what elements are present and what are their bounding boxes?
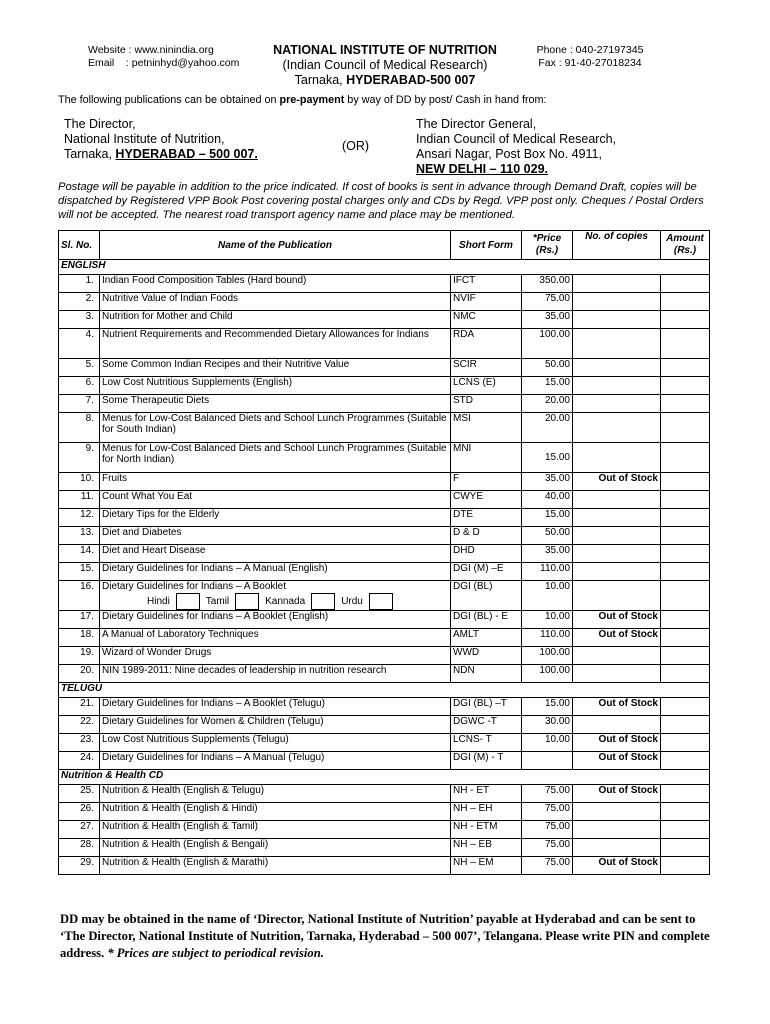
row-publication-name bbox=[100, 473, 451, 491]
table-row bbox=[59, 698, 710, 716]
row-short-form: DHD bbox=[451, 545, 522, 563]
org-location bbox=[250, 73, 520, 88]
table-row bbox=[59, 275, 710, 293]
row-price: 35.00 bbox=[522, 311, 573, 329]
table-row bbox=[59, 527, 710, 545]
row-publication-name bbox=[100, 629, 451, 647]
publication-name-text: Dietary Guidelines for Indians – A Manual (Telugu) bbox=[102, 752, 325, 763]
publication-name-text: Nutrition for Mother and Child bbox=[102, 311, 233, 322]
row-amount[interactable] bbox=[661, 839, 710, 857]
row-price: 10.00 bbox=[522, 611, 573, 629]
table-body bbox=[59, 260, 710, 875]
publication-name-text: Dietary Guidelines for Indians – A Manual (English) bbox=[102, 563, 328, 574]
phone-text: Phone : 040-27197345 bbox=[536, 44, 644, 56]
row-short-form: DGI (M) - T bbox=[451, 752, 522, 770]
row-sl: 11. bbox=[59, 491, 100, 509]
row-publication-name bbox=[100, 857, 451, 875]
row-amount[interactable] bbox=[661, 293, 710, 311]
publication-name-text: Diet and Diabetes bbox=[102, 527, 182, 538]
row-copies[interactable] bbox=[573, 647, 661, 665]
row-short-form: NH - ETM bbox=[451, 821, 522, 839]
row-copies[interactable] bbox=[573, 509, 661, 527]
row-sl: 19. bbox=[59, 647, 100, 665]
table-row bbox=[59, 359, 710, 377]
row-copies[interactable] bbox=[573, 329, 661, 359]
row-amount[interactable] bbox=[661, 527, 710, 545]
table-row bbox=[59, 491, 710, 509]
col-header-copies: No. of copies bbox=[573, 231, 661, 260]
table-row bbox=[59, 857, 710, 875]
language-checkbox[interactable] bbox=[311, 593, 335, 610]
row-publication-name bbox=[100, 329, 451, 359]
table-row bbox=[59, 611, 710, 629]
language-checkbox[interactable] bbox=[235, 593, 259, 610]
row-copies[interactable] bbox=[573, 443, 661, 473]
row-copies[interactable]: Out of Stock bbox=[573, 857, 661, 875]
row-short-form: AMLT bbox=[451, 629, 522, 647]
row-publication-name bbox=[100, 647, 451, 665]
publication-name-text: Menus for Low-Cost Balanced Diets and School Lunch Programmes (Suitable for North Indian) bbox=[102, 443, 447, 465]
row-amount[interactable] bbox=[661, 509, 710, 527]
website-text: Website : www.ninindia.org bbox=[88, 44, 214, 56]
row-publication-name bbox=[100, 377, 451, 395]
publication-name-text: Some Therapeutic Diets bbox=[102, 395, 210, 406]
row-short-form: NVIF bbox=[451, 293, 522, 311]
row-amount[interactable] bbox=[661, 359, 710, 377]
row-publication-name bbox=[100, 734, 451, 752]
row-publication-name bbox=[100, 716, 451, 734]
row-amount[interactable] bbox=[661, 647, 710, 665]
section-header-row bbox=[59, 260, 710, 275]
language-label: Tamil bbox=[205, 596, 230, 607]
table-row bbox=[59, 395, 710, 413]
row-sl: 9. bbox=[59, 443, 100, 473]
row-short-form: DGI (BL) - E bbox=[451, 611, 522, 629]
row-amount[interactable] bbox=[661, 629, 710, 647]
publication-name-text: Nutritive Value of Indian Foods bbox=[102, 293, 239, 304]
row-price: 40.00 bbox=[522, 491, 573, 509]
postage-note: Postage will be payable in addition to the price indicated. If cost of books is sent in advance through Demand Draft, copies will be dispatched by Registered VPP Book Post covering postal charges only and CDs by Regd. VPP post only. Cheques / Postal Orders will not be accepted. The nearest road transport agency name and place may be mentioned. bbox=[58, 181, 704, 221]
col-header-name: Name of the Publication bbox=[100, 231, 451, 260]
row-amount[interactable] bbox=[661, 665, 710, 683]
row-publication-name bbox=[100, 563, 451, 581]
row-sl: 28. bbox=[59, 839, 100, 857]
row-amount[interactable] bbox=[661, 275, 710, 293]
row-short-form: WWD bbox=[451, 647, 522, 665]
row-short-form: NH – EM bbox=[451, 857, 522, 875]
table-row bbox=[59, 803, 710, 821]
row-short-form: F bbox=[451, 473, 522, 491]
row-price: 75.00 bbox=[522, 857, 573, 875]
row-price: 75.00 bbox=[522, 821, 573, 839]
row-amount[interactable] bbox=[661, 545, 710, 563]
table-row bbox=[59, 734, 710, 752]
row-publication-name bbox=[100, 611, 451, 629]
row-price: 350.00 bbox=[522, 275, 573, 293]
row-sl: 18. bbox=[59, 629, 100, 647]
row-price: 75.00 bbox=[522, 785, 573, 803]
row-price: 10.00 bbox=[522, 581, 573, 611]
row-price: 100.00 bbox=[522, 329, 573, 359]
table-row bbox=[59, 581, 710, 611]
section-title: TELUGU bbox=[59, 683, 710, 698]
address-left-line2: National Institute of Nutrition, bbox=[64, 132, 225, 146]
publication-name-text: Dietary Guidelines for Indians – A Booklet bbox=[102, 581, 286, 592]
section-title: ENGLISH bbox=[59, 260, 710, 275]
address-right-line2: Indian Council of Medical Research, bbox=[416, 132, 617, 146]
table-row bbox=[59, 716, 710, 734]
row-short-form: DGI (BL) –T bbox=[451, 698, 522, 716]
footer-main: DD may be obtained in the name of ‘Director, National Institute of Nutrition’ payable at Hyderabad and can be sent to ‘The Director, National Institute of Nutrition, Tarnaka, Hyderabad – 500 007’, Telangana. Please write PIN and complete address. bbox=[60, 912, 710, 960]
row-copies[interactable]: Out of Stock bbox=[573, 611, 661, 629]
publication-name-text: Dietary Tips for the Elderly bbox=[102, 509, 220, 520]
row-amount[interactable] bbox=[661, 473, 710, 491]
row-price: 50.00 bbox=[522, 527, 573, 545]
row-copies[interactable]: Out of Stock bbox=[573, 473, 661, 491]
row-sl: 7. bbox=[59, 395, 100, 413]
publication-name-text: Dietary Guidelines for Indians – A Booklet (English) bbox=[102, 611, 329, 622]
row-short-form: MSI bbox=[451, 413, 522, 443]
address-left-city: HYDERABAD – 500 007. bbox=[115, 147, 258, 161]
row-price bbox=[522, 752, 573, 770]
table-row bbox=[59, 311, 710, 329]
address-left-prefix: Tarnaka, bbox=[64, 147, 116, 161]
row-price: 35.00 bbox=[522, 473, 573, 491]
row-amount[interactable] bbox=[661, 413, 710, 443]
row-publication-name bbox=[100, 785, 451, 803]
row-publication-name bbox=[100, 839, 451, 857]
row-publication-name bbox=[100, 491, 451, 509]
row-copies[interactable] bbox=[573, 395, 661, 413]
language-checkbox[interactable] bbox=[176, 593, 200, 610]
row-copies[interactable] bbox=[573, 545, 661, 563]
language-label: Urdu bbox=[341, 596, 363, 607]
table-row bbox=[59, 647, 710, 665]
address-right-line3: Ansari Nagar, Post Box No. 4911, bbox=[416, 147, 602, 161]
publication-name-text: Wizard of Wonder Drugs bbox=[102, 647, 212, 658]
row-price: 20.00 bbox=[522, 413, 573, 443]
row-sl: 15. bbox=[59, 563, 100, 581]
publication-name-text: Nutrition & Health (English & Marathi) bbox=[102, 857, 269, 868]
intro-text bbox=[58, 94, 547, 106]
publication-name-text: Some Common Indian Recipes and their Nutritive Value bbox=[102, 359, 350, 370]
publication-name-text: Count What You Eat bbox=[102, 491, 193, 502]
table-row bbox=[59, 629, 710, 647]
table-row bbox=[59, 752, 710, 770]
row-sl: 8. bbox=[59, 413, 100, 443]
row-amount[interactable] bbox=[661, 395, 710, 413]
row-price: 75.00 bbox=[522, 293, 573, 311]
row-price: 10.00 bbox=[522, 734, 573, 752]
language-label: Hindi bbox=[147, 596, 170, 607]
amount-header-1: Amount bbox=[666, 233, 704, 244]
org-location-prefix: Tarnaka, bbox=[294, 73, 347, 87]
row-price: 100.00 bbox=[522, 647, 573, 665]
address-right-line4: NEW DELHI – 110 029. bbox=[416, 162, 549, 176]
table-row bbox=[59, 509, 710, 527]
address-left-line3 bbox=[64, 147, 258, 162]
publication-name-text: Fruits bbox=[102, 473, 127, 484]
row-publication-name bbox=[100, 698, 451, 716]
row-publication-name bbox=[100, 581, 451, 611]
price-header-2: (Rs.) bbox=[535, 245, 559, 256]
row-amount[interactable] bbox=[661, 563, 710, 581]
row-short-form: DGWC -T bbox=[451, 716, 522, 734]
row-sl: 5. bbox=[59, 359, 100, 377]
table-row bbox=[59, 821, 710, 839]
row-copies[interactable] bbox=[573, 275, 661, 293]
fax-text: Fax : 91-40-27018234 bbox=[538, 57, 642, 69]
row-amount[interactable] bbox=[661, 821, 710, 839]
intro-bold: pre-payment bbox=[279, 94, 345, 106]
table-row bbox=[59, 413, 710, 443]
row-sl: 6. bbox=[59, 377, 100, 395]
col-header-short: Short Form bbox=[451, 231, 522, 260]
email-text: Email : petninhyd@yahoo.com bbox=[88, 57, 240, 69]
row-amount[interactable] bbox=[661, 443, 710, 473]
row-sl: 13. bbox=[59, 527, 100, 545]
table-row bbox=[59, 473, 710, 491]
publication-name-text: NIN 1989-2011: Nine decades of leadership in nutrition research bbox=[102, 665, 387, 676]
row-amount[interactable] bbox=[661, 491, 710, 509]
row-copies[interactable] bbox=[573, 377, 661, 395]
row-sl: 16. bbox=[59, 581, 100, 611]
row-amount[interactable] bbox=[661, 716, 710, 734]
row-price: 30.00 bbox=[522, 716, 573, 734]
org-location-city: HYDERABAD-500 007 bbox=[346, 73, 476, 87]
publication-name-text: A Manual of Laboratory Techniques bbox=[102, 629, 259, 640]
publication-name-text: Diet and Heart Disease bbox=[102, 545, 206, 556]
publication-name-text: Low Cost Nutritious Supplements (Telugu) bbox=[102, 734, 289, 745]
row-short-form: STD bbox=[451, 395, 522, 413]
row-sl: 14. bbox=[59, 545, 100, 563]
footer-price-note: * Prices are subject to periodical revision. bbox=[107, 946, 324, 960]
row-short-form: LCNS (E) bbox=[451, 377, 522, 395]
publication-name-text: Menus for Low-Cost Balanced Diets and School Lunch Programmes (Suitable for South Indian) bbox=[102, 413, 447, 435]
row-sl: 1. bbox=[59, 275, 100, 293]
row-short-form: D & D bbox=[451, 527, 522, 545]
row-short-form: NH – EH bbox=[451, 803, 522, 821]
row-sl: 23. bbox=[59, 734, 100, 752]
row-sl: 17. bbox=[59, 611, 100, 629]
row-copies[interactable]: Out of Stock bbox=[573, 734, 661, 752]
row-amount[interactable] bbox=[661, 311, 710, 329]
row-copies[interactable]: Out of Stock bbox=[573, 629, 661, 647]
org-block bbox=[250, 43, 520, 88]
row-amount[interactable] bbox=[661, 329, 710, 359]
row-price: 20.00 bbox=[522, 395, 573, 413]
publication-name-text: Nutrient Requirements and Recommended Dietary Allowances for Indians bbox=[102, 329, 429, 340]
intro-pre: The following publications can be obtained on bbox=[58, 94, 280, 106]
row-amount[interactable] bbox=[661, 734, 710, 752]
row-short-form: NMC bbox=[451, 311, 522, 329]
row-sl: 4. bbox=[59, 329, 100, 359]
price-header-1: *Price bbox=[532, 233, 562, 244]
row-short-form: DTE bbox=[451, 509, 522, 527]
row-amount[interactable] bbox=[661, 611, 710, 629]
row-price: 15.00 bbox=[522, 509, 573, 527]
publication-name-text: Nutrition & Health (English & Tamil) bbox=[102, 821, 258, 832]
row-price: 100.00 bbox=[522, 665, 573, 683]
table-row bbox=[59, 293, 710, 311]
row-price: 75.00 bbox=[522, 839, 573, 857]
row-copies[interactable] bbox=[573, 293, 661, 311]
row-sl: 24. bbox=[59, 752, 100, 770]
row-publication-name bbox=[100, 665, 451, 683]
section-title: Nutrition & Health CD bbox=[59, 770, 710, 785]
contact-left bbox=[88, 44, 239, 70]
row-copies[interactable] bbox=[573, 716, 661, 734]
section-header-row bbox=[59, 770, 710, 785]
row-sl: 10. bbox=[59, 473, 100, 491]
row-copies[interactable] bbox=[573, 803, 661, 821]
publication-name-text: Low Cost Nutritious Supplements (English) bbox=[102, 377, 293, 388]
row-sl: 29. bbox=[59, 857, 100, 875]
row-copies[interactable]: Out of Stock bbox=[573, 752, 661, 770]
contact-right bbox=[520, 44, 660, 70]
row-publication-name bbox=[100, 545, 451, 563]
table-row bbox=[59, 785, 710, 803]
row-publication-name bbox=[100, 752, 451, 770]
intro-post: by way of DD by post/ Cash in hand from: bbox=[344, 94, 547, 106]
row-copies[interactable] bbox=[573, 359, 661, 377]
amount-header-2: (Rs.) bbox=[673, 245, 697, 256]
row-sl: 25. bbox=[59, 785, 100, 803]
row-short-form: NH - ET bbox=[451, 785, 522, 803]
table-header-row bbox=[59, 231, 710, 260]
row-publication-name bbox=[100, 275, 451, 293]
row-amount[interactable] bbox=[661, 803, 710, 821]
row-sl: 26. bbox=[59, 803, 100, 821]
row-publication-name bbox=[100, 821, 451, 839]
row-amount[interactable] bbox=[661, 581, 710, 611]
language-checkbox[interactable] bbox=[369, 593, 393, 610]
table-row bbox=[59, 443, 710, 473]
table-row bbox=[59, 377, 710, 395]
address-left-line1: The Director, bbox=[64, 117, 136, 131]
table-row bbox=[59, 839, 710, 857]
publication-name-text: Dietary Guidelines for Indians – A Booklet (Telugu) bbox=[102, 698, 325, 709]
row-price: 35.00 bbox=[522, 545, 573, 563]
row-copies[interactable] bbox=[573, 491, 661, 509]
row-price: 110.00 bbox=[522, 629, 573, 647]
row-short-form: LCNS- T bbox=[451, 734, 522, 752]
row-sl: 27. bbox=[59, 821, 100, 839]
language-label: Kannada bbox=[265, 596, 306, 607]
row-publication-name bbox=[100, 803, 451, 821]
table-row bbox=[59, 329, 710, 359]
address-left bbox=[64, 117, 258, 162]
row-short-form: DGI (BL) bbox=[451, 581, 522, 611]
row-sl: 2. bbox=[59, 293, 100, 311]
row-sl: 3. bbox=[59, 311, 100, 329]
row-copies[interactable] bbox=[573, 563, 661, 581]
org-name: NATIONAL INSTITUTE OF NUTRITION bbox=[273, 43, 497, 57]
row-short-form: RDA bbox=[451, 329, 522, 359]
row-sl: 20. bbox=[59, 665, 100, 683]
publication-name-text: Nutrition & Health (English & Bengali) bbox=[102, 839, 269, 850]
row-amount[interactable] bbox=[661, 857, 710, 875]
publication-name-text: Dietary Guidelines for Women & Children (Telugu) bbox=[102, 716, 324, 727]
row-copies[interactable] bbox=[573, 527, 661, 545]
table-row bbox=[59, 563, 710, 581]
section-header-row bbox=[59, 683, 710, 698]
row-copies[interactable] bbox=[573, 581, 661, 611]
row-short-form: MNI bbox=[451, 443, 522, 473]
col-header-price bbox=[522, 231, 573, 260]
row-amount[interactable] bbox=[661, 785, 710, 803]
row-publication-name bbox=[100, 509, 451, 527]
row-publication-name bbox=[100, 527, 451, 545]
address-right bbox=[416, 117, 616, 177]
row-sl: 22. bbox=[59, 716, 100, 734]
row-price: 75.00 bbox=[522, 803, 573, 821]
publication-name-text: Indian Food Composition Tables (Hard bound) bbox=[102, 275, 307, 286]
row-sl: 21. bbox=[59, 698, 100, 716]
col-header-amount bbox=[661, 231, 710, 260]
publications-table bbox=[58, 230, 710, 875]
publication-name-text: Nutrition & Health (English & Telugu) bbox=[102, 785, 265, 796]
row-copies[interactable] bbox=[573, 839, 661, 857]
row-copies[interactable] bbox=[573, 413, 661, 443]
row-publication-name bbox=[100, 395, 451, 413]
col-header-sl: Sl. No. bbox=[59, 231, 100, 260]
row-publication-name bbox=[100, 311, 451, 329]
address-right-line1: The Director General, bbox=[416, 117, 537, 131]
row-price: 15.00 bbox=[522, 377, 573, 395]
row-copies[interactable] bbox=[573, 311, 661, 329]
row-short-form: CWYE bbox=[451, 491, 522, 509]
footer-note bbox=[60, 911, 720, 962]
row-short-form: NH – EB bbox=[451, 839, 522, 857]
table-row bbox=[59, 665, 710, 683]
row-price: 15.00 bbox=[522, 443, 573, 473]
row-publication-name bbox=[100, 413, 451, 443]
row-short-form: NDN bbox=[451, 665, 522, 683]
table-row bbox=[59, 545, 710, 563]
publication-name-text: Nutrition & Health (English & Hindi) bbox=[102, 803, 258, 814]
row-sl: 12. bbox=[59, 509, 100, 527]
row-copies[interactable]: Out of Stock bbox=[573, 698, 661, 716]
row-copies[interactable]: Out of Stock bbox=[573, 785, 661, 803]
row-price: 15.00 bbox=[522, 698, 573, 716]
row-publication-name bbox=[100, 359, 451, 377]
row-short-form: SCIR bbox=[451, 359, 522, 377]
org-subtitle: (Indian Council of Medical Research) bbox=[282, 58, 488, 72]
row-copies[interactable] bbox=[573, 665, 661, 683]
row-copies[interactable] bbox=[573, 821, 661, 839]
row-short-form: IFCT bbox=[451, 275, 522, 293]
language-options bbox=[147, 593, 448, 610]
row-price: 50.00 bbox=[522, 359, 573, 377]
row-short-form: DGI (M) –E bbox=[451, 563, 522, 581]
row-publication-name bbox=[100, 443, 451, 473]
row-price: 110.00 bbox=[522, 563, 573, 581]
or-text: (OR) bbox=[342, 139, 370, 153]
row-amount[interactable] bbox=[661, 377, 710, 395]
row-publication-name bbox=[100, 293, 451, 311]
row-amount[interactable] bbox=[661, 698, 710, 716]
row-amount[interactable] bbox=[661, 752, 710, 770]
